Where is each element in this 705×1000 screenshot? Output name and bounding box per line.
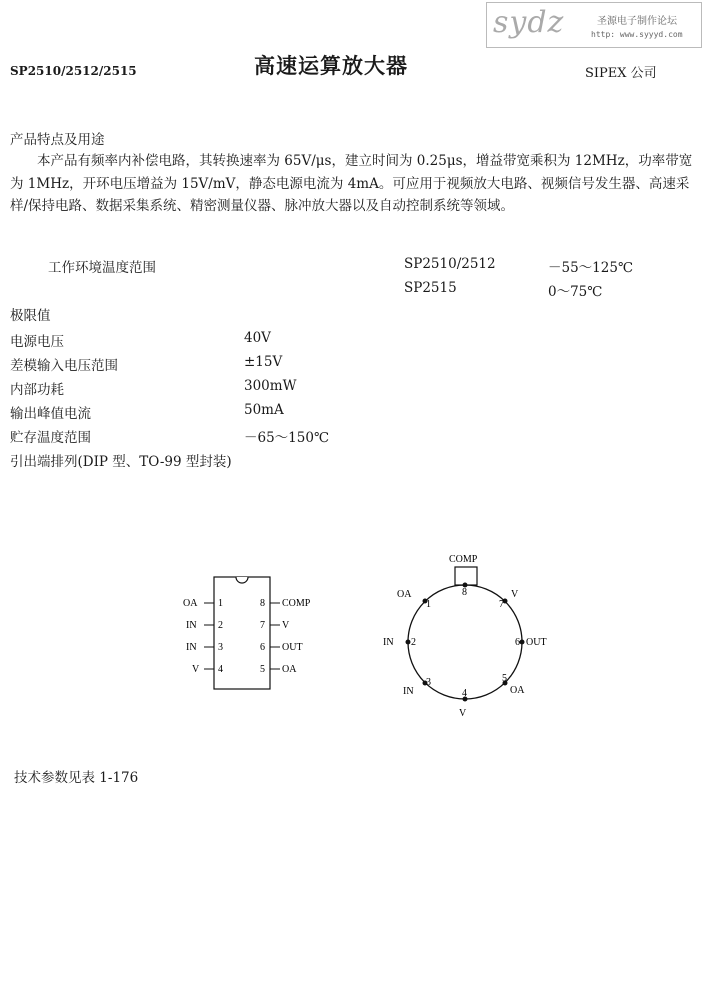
to99-pin-label: IN bbox=[383, 637, 394, 648]
dip-pin-label: OA bbox=[282, 664, 297, 675]
limit-value: 40V bbox=[244, 330, 271, 346]
dip-pin-label: IN bbox=[186, 620, 197, 631]
dip-pin-label: V bbox=[192, 664, 200, 675]
to99-pin-label: V bbox=[459, 708, 467, 719]
dip-pin-label: OUT bbox=[282, 642, 303, 653]
limit-value: 50mA bbox=[244, 402, 284, 418]
temp-range-2: 0～75℃ bbox=[548, 284, 603, 300]
dip-pin-number: 3 bbox=[218, 642, 223, 653]
technical-params-reference: 技术参数见表 1-176 bbox=[14, 770, 139, 786]
dip-pin-label: COMP bbox=[282, 598, 311, 609]
company-name: SIPEX 公司 bbox=[585, 66, 657, 81]
limit-value: 300mW bbox=[244, 378, 297, 394]
dip-package-diagram bbox=[180, 565, 330, 695]
to99-pin-number: 6 bbox=[515, 637, 520, 648]
dip-pin-label: OA bbox=[183, 598, 198, 609]
watermark-site-name: 圣源电子制作论坛 bbox=[597, 16, 677, 27]
dip-pin-number: 2 bbox=[218, 620, 223, 631]
to99-pin-number: 1 bbox=[426, 599, 431, 610]
page-title: 高速运算放大器 bbox=[254, 53, 408, 78]
dip-pin-number: 7 bbox=[260, 620, 265, 631]
features-heading: 产品特点及用途 bbox=[10, 132, 105, 148]
operating-temp-label: 工作环境温度范围 bbox=[48, 260, 156, 276]
dip-notch bbox=[236, 577, 248, 583]
dip-pin-number: 8 bbox=[260, 598, 265, 609]
to99-pin-label: COMP bbox=[449, 554, 478, 565]
features-paragraph bbox=[10, 150, 700, 218]
watermark-logo-text: sydz bbox=[493, 5, 565, 40]
pinout-heading: 引出端排列(DIP 型、TO-99 型封装) bbox=[10, 454, 232, 470]
to99-pin-label: OA bbox=[510, 685, 525, 696]
dip-pin-number: 5 bbox=[260, 664, 265, 675]
dip-pin-number: 1 bbox=[218, 598, 223, 609]
to99-pin-number: 2 bbox=[411, 637, 416, 648]
features-text: 本产品有频率内补偿电路，其转换速率为 65V/μs，建立时间为 0.25μs，增益带宽乘积为 12MHz，功率带宽为 1MHz，开环电压增益为 15V/mV，静态电源电流为 4mA。可应用于视频放大电路、视频信号发生器、高速采样/保持电路、数据采集系统、精密测量仪器、脉冲放大器以及自动控制系统等领域。 bbox=[10, 153, 693, 214]
temp-range-1: －55～125℃ bbox=[548, 260, 634, 276]
part-numbers: SP2510/2512/2515 bbox=[10, 64, 137, 78]
to99-pin-label: IN bbox=[403, 686, 414, 697]
limits-heading: 极限值 bbox=[10, 308, 51, 324]
limit-name: 输出峰值电流 bbox=[10, 406, 91, 422]
temp-model-2: SP2515 bbox=[404, 280, 457, 296]
watermark-logo bbox=[486, 2, 702, 48]
dip-pin-number: 4 bbox=[218, 664, 223, 675]
dip-left-pins bbox=[183, 598, 223, 675]
limit-name: 内部功耗 bbox=[10, 382, 64, 398]
to99-pin-number: 3 bbox=[426, 677, 431, 688]
limit-name: 贮存温度范围 bbox=[10, 430, 91, 446]
dip-right-pins bbox=[260, 598, 311, 675]
to99-pin-number: 7 bbox=[499, 599, 504, 610]
limit-value: ±15V bbox=[244, 354, 283, 370]
dip-pin-label: V bbox=[282, 620, 290, 631]
to99-pin-number: 5 bbox=[502, 673, 507, 684]
to99-tab bbox=[455, 567, 477, 585]
dip-pin-number: 6 bbox=[260, 642, 265, 653]
temp-model-1: SP2510/2512 bbox=[404, 256, 496, 272]
to99-pin-number: 4 bbox=[462, 688, 467, 699]
to99-package-diagram bbox=[375, 545, 565, 725]
limit-name: 差模输入电压范围 bbox=[10, 358, 118, 374]
to99-pin-label: OA bbox=[397, 589, 412, 600]
limit-value: －65～150℃ bbox=[244, 430, 330, 446]
limit-name: 电源电压 bbox=[10, 334, 64, 350]
to99-pin-label: OUT bbox=[526, 637, 547, 648]
to99-pin-label: V bbox=[511, 589, 519, 600]
to99-pin-number: 8 bbox=[462, 587, 467, 598]
watermark-url: http: www.syyyd.com bbox=[591, 30, 683, 39]
dip-pin-label: IN bbox=[186, 642, 197, 653]
